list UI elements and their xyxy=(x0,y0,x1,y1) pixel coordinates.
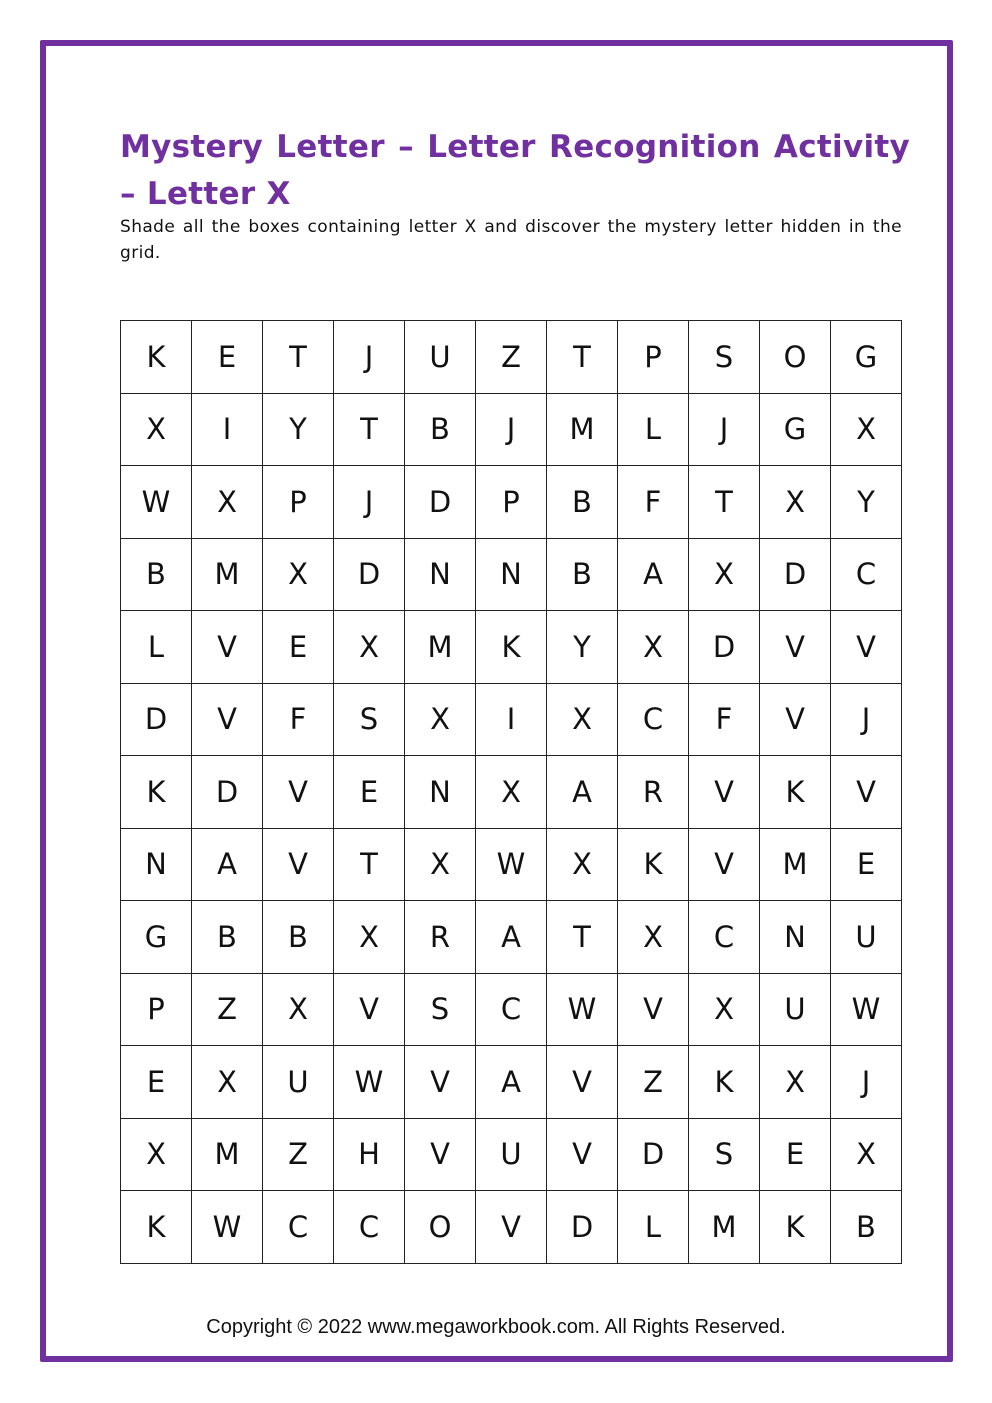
grid-cell[interactable]: U xyxy=(760,973,831,1046)
grid-cell[interactable]: T xyxy=(689,466,760,539)
grid-cell[interactable]: F xyxy=(618,466,689,539)
grid-cell[interactable]: Z xyxy=(192,973,263,1046)
grid-cell[interactable]: J xyxy=(689,393,760,466)
copyright-notice: Copyright © 2022 www.megaworkbook.com. All Rights Reserved. xyxy=(206,1316,786,1338)
grid-cell[interactable]: S xyxy=(689,321,760,394)
grid-cell[interactable]: L xyxy=(618,393,689,466)
grid-cell[interactable]: W xyxy=(547,973,618,1046)
grid-row xyxy=(121,683,902,756)
grid-cell[interactable]: Z xyxy=(618,1046,689,1119)
grid-cell[interactable]: K xyxy=(618,828,689,901)
grid-cell[interactable]: M xyxy=(192,1118,263,1191)
grid-row xyxy=(121,901,902,974)
grid-cell[interactable]: X xyxy=(192,1046,263,1119)
grid-cell[interactable]: N xyxy=(405,538,476,611)
grid-cell[interactable]: J xyxy=(831,1046,902,1119)
grid-cell[interactable]: X xyxy=(618,611,689,684)
grid-cell[interactable]: X xyxy=(831,393,902,466)
grid-cell[interactable]: T xyxy=(547,901,618,974)
grid-cell[interactable]: V xyxy=(689,828,760,901)
grid-cell[interactable]: X xyxy=(760,466,831,539)
grid-cell[interactable]: N xyxy=(405,756,476,829)
grid-row xyxy=(121,611,902,684)
grid-cell[interactable]: L xyxy=(618,1191,689,1264)
grid-cell[interactable]: V xyxy=(547,1046,618,1119)
grid-cell[interactable]: U xyxy=(476,1118,547,1191)
grid-cell[interactable]: V xyxy=(831,756,902,829)
grid-cell[interactable]: N xyxy=(476,538,547,611)
grid-cell[interactable]: M xyxy=(760,828,831,901)
grid-cell[interactable]: B xyxy=(405,393,476,466)
grid-cell[interactable]: B xyxy=(831,1191,902,1264)
grid-cell[interactable]: N xyxy=(121,828,192,901)
grid-cell[interactable]: D xyxy=(547,1191,618,1264)
grid-cell[interactable]: K xyxy=(760,1191,831,1264)
grid-cell[interactable]: F xyxy=(263,683,334,756)
grid-row xyxy=(121,1046,902,1119)
grid-cell[interactable]: A xyxy=(476,901,547,974)
grid-cell[interactable]: A xyxy=(476,1046,547,1119)
grid-cell[interactable]: V xyxy=(334,973,405,1046)
grid-cell[interactable]: Z xyxy=(476,321,547,394)
grid-cell[interactable]: O xyxy=(405,1191,476,1264)
grid-cell[interactable]: H xyxy=(334,1118,405,1191)
grid-cell[interactable]: P xyxy=(121,973,192,1046)
grid-cell[interactable]: M xyxy=(192,538,263,611)
grid-cell[interactable]: V xyxy=(192,683,263,756)
grid-cell[interactable]: V xyxy=(689,756,760,829)
grid-cell[interactable]: N xyxy=(760,901,831,974)
grid-row xyxy=(121,538,902,611)
grid-cell[interactable]: E xyxy=(192,321,263,394)
instructions-text: Shade all the boxes containing letter X and discover the mystery letter hidden in the grid. xyxy=(120,217,902,263)
grid-cell[interactable]: J xyxy=(476,393,547,466)
grid-cell[interactable]: D xyxy=(618,1118,689,1191)
grid-cell[interactable]: B xyxy=(121,538,192,611)
grid-cell[interactable]: X xyxy=(689,973,760,1046)
grid-cell[interactable]: T xyxy=(334,393,405,466)
grid-cell[interactable]: Z xyxy=(263,1118,334,1191)
grid-cell[interactable]: X xyxy=(334,901,405,974)
grid-cell[interactable]: B xyxy=(547,538,618,611)
grid-cell[interactable]: X xyxy=(263,538,334,611)
grid-cell[interactable]: W xyxy=(831,973,902,1046)
worksheet-title: Mystery Letter – Letter Recognition Activity – Letter X xyxy=(120,129,910,212)
grid-cell[interactable]: V xyxy=(476,1191,547,1264)
grid-cell[interactable]: C xyxy=(831,538,902,611)
grid-cell[interactable]: V xyxy=(405,1046,476,1119)
grid-cell[interactable]: P xyxy=(476,466,547,539)
grid-cell[interactable]: M xyxy=(405,611,476,684)
grid-cell[interactable]: E xyxy=(121,1046,192,1119)
grid-cell[interactable]: X xyxy=(689,538,760,611)
grid-cell[interactable]: T xyxy=(547,321,618,394)
grid-cell[interactable]: W xyxy=(192,1191,263,1264)
grid-cell[interactable]: X xyxy=(547,683,618,756)
grid-cell[interactable]: W xyxy=(476,828,547,901)
grid-row xyxy=(121,393,902,466)
grid-cell[interactable]: V xyxy=(263,756,334,829)
grid-cell[interactable]: X xyxy=(405,828,476,901)
grid-cell[interactable]: E xyxy=(760,1118,831,1191)
grid-cell[interactable]: R xyxy=(405,901,476,974)
grid-cell[interactable]: R xyxy=(618,756,689,829)
grid-row xyxy=(121,756,902,829)
grid-row xyxy=(121,828,902,901)
grid-cell[interactable]: J xyxy=(334,321,405,394)
grid-cell[interactable]: F xyxy=(689,683,760,756)
grid-cell[interactable]: C xyxy=(618,683,689,756)
grid-cell[interactable]: G xyxy=(831,321,902,394)
grid-cell[interactable]: B xyxy=(547,466,618,539)
grid-cell[interactable]: M xyxy=(689,1191,760,1264)
grid-cell[interactable]: C xyxy=(334,1191,405,1264)
grid-cell[interactable]: D xyxy=(192,756,263,829)
grid-cell[interactable]: C xyxy=(689,901,760,974)
grid-cell[interactable]: A xyxy=(618,538,689,611)
grid-cell[interactable]: K xyxy=(476,611,547,684)
grid-cell[interactable]: V xyxy=(831,611,902,684)
grid-cell[interactable]: V xyxy=(263,828,334,901)
grid-cell[interactable]: A xyxy=(547,756,618,829)
grid-cell[interactable]: Y xyxy=(831,466,902,539)
grid-cell[interactable]: V xyxy=(192,611,263,684)
grid-cell[interactable]: X xyxy=(760,1046,831,1119)
grid-cell[interactable]: U xyxy=(831,901,902,974)
grid-cell[interactable]: M xyxy=(547,393,618,466)
grid-cell[interactable]: U xyxy=(263,1046,334,1119)
grid-cell[interactable]: V xyxy=(760,611,831,684)
grid-cell[interactable]: Y xyxy=(263,393,334,466)
grid-cell[interactable]: V xyxy=(760,683,831,756)
grid-cell[interactable]: V xyxy=(547,1118,618,1191)
grid-cell[interactable]: D xyxy=(121,683,192,756)
grid-cell[interactable]: D xyxy=(334,538,405,611)
grid-cell[interactable]: E xyxy=(263,611,334,684)
grid-cell[interactable]: I xyxy=(476,683,547,756)
grid-cell[interactable]: K xyxy=(121,321,192,394)
grid-row xyxy=(121,1118,902,1191)
grid-cell[interactable]: E xyxy=(831,828,902,901)
grid-cell[interactable]: K xyxy=(689,1046,760,1119)
grid-cell[interactable]: X xyxy=(476,756,547,829)
grid-cell[interactable]: X xyxy=(192,466,263,539)
grid-cell[interactable]: V xyxy=(618,973,689,1046)
grid-row xyxy=(121,321,902,394)
grid-cell[interactable]: X xyxy=(334,611,405,684)
grid-cell[interactable]: P xyxy=(263,466,334,539)
grid-row xyxy=(121,466,902,539)
grid-row xyxy=(121,1191,902,1264)
grid-cell[interactable]: X xyxy=(547,828,618,901)
grid-cell[interactable]: D xyxy=(405,466,476,539)
grid-cell[interactable]: K xyxy=(760,756,831,829)
grid-cell[interactable]: T xyxy=(263,321,334,394)
grid-cell[interactable]: U xyxy=(405,321,476,394)
grid-cell[interactable]: X xyxy=(263,973,334,1046)
grid-cell[interactable]: A xyxy=(192,828,263,901)
grid-cell[interactable]: T xyxy=(334,828,405,901)
grid-cell[interactable]: L xyxy=(121,611,192,684)
grid-cell[interactable]: J xyxy=(334,466,405,539)
grid-cell[interactable]: P xyxy=(618,321,689,394)
grid-cell[interactable]: G xyxy=(760,393,831,466)
grid-cell[interactable]: X xyxy=(405,683,476,756)
grid-cell[interactable]: C xyxy=(476,973,547,1046)
grid-cell[interactable]: V xyxy=(405,1118,476,1191)
grid-cell[interactable]: I xyxy=(192,393,263,466)
grid-cell[interactable]: X xyxy=(121,1118,192,1191)
grid-cell[interactable]: B xyxy=(263,901,334,974)
grid-cell[interactable]: G xyxy=(121,901,192,974)
grid-cell[interactable]: K xyxy=(121,1191,192,1264)
grid-cell[interactable]: X xyxy=(831,1118,902,1191)
grid-cell[interactable]: J xyxy=(831,683,902,756)
grid-cell[interactable]: X xyxy=(618,901,689,974)
grid-cell[interactable]: E xyxy=(334,756,405,829)
grid-cell[interactable]: S xyxy=(334,683,405,756)
grid-cell[interactable]: C xyxy=(263,1191,334,1264)
letter-grid xyxy=(120,320,902,1264)
grid-cell[interactable]: S xyxy=(405,973,476,1046)
grid-cell[interactable]: D xyxy=(760,538,831,611)
grid-cell[interactable]: B xyxy=(192,901,263,974)
grid-cell[interactable]: O xyxy=(760,321,831,394)
grid-row xyxy=(121,973,902,1046)
grid-cell[interactable]: Y xyxy=(547,611,618,684)
grid-cell[interactable]: K xyxy=(121,756,192,829)
grid-cell[interactable]: W xyxy=(334,1046,405,1119)
grid-cell[interactable]: D xyxy=(689,611,760,684)
grid-cell[interactable]: S xyxy=(689,1118,760,1191)
grid-cell[interactable]: W xyxy=(121,466,192,539)
grid-cell[interactable]: X xyxy=(121,393,192,466)
